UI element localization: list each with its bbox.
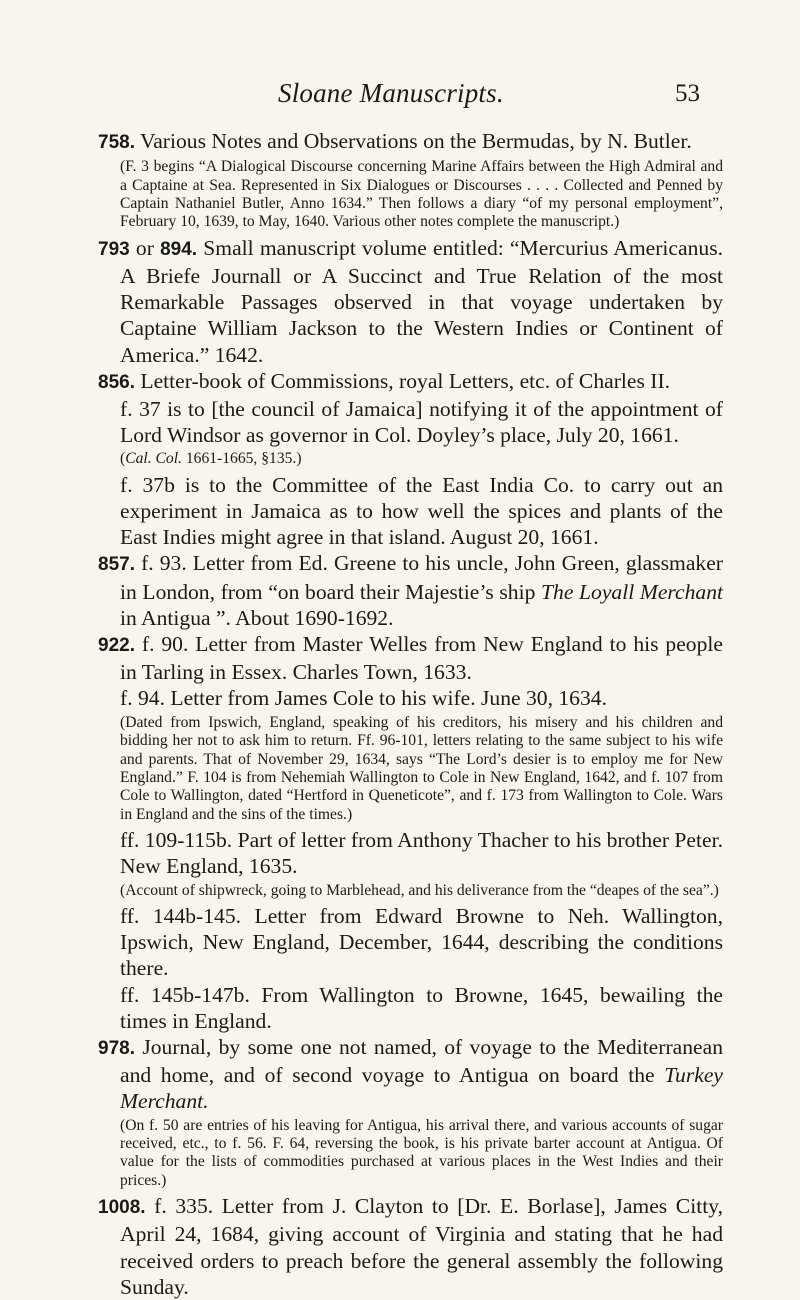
entry-note: (Account of shipwreck, going to Marblehead, and his deliverance from the “deapes of the sea”.) (120, 881, 719, 899)
entry-note: (On f. 50 are entries of his leaving for Antigua, his arrival there, and various accounts of sugar received, etc., to f. 56. F. 64, reversing the book, is his private barter account at Antigua. Of value for the lists of commodities purchased at various places in the West Indies and their prices.) (120, 1116, 723, 1189)
entry-reference: (Cal. Col. 1661-1665, §135.) (120, 450, 302, 468)
entry-1008 (98, 1193, 723, 1300)
entry-857 (98, 550, 723, 631)
entry-main (98, 631, 723, 685)
entry-main (98, 1193, 723, 1300)
entry-main (98, 128, 723, 156)
catalogue-body (98, 128, 723, 1300)
entry-main: 978. Journal, by some one not named, of voyage to the Mediterranean and home, and of second voyage to Antigua on board the Turkey Merchant. (98, 1034, 723, 1114)
entry-main: 857. f. 93. Letter from Ed. Greene to his uncle, John Green, glassmaker in London, from “on board their Majestie’s ship The Loyall Merchant in Antigua ”. About 1690-1692. (98, 551, 723, 630)
ship-name: The Loyall Merchant (541, 579, 723, 604)
entry-text: Various Notes and Observations on the Bermudas, by N. Butler. (140, 129, 692, 153)
entry-793 (98, 235, 723, 368)
entry-text: Letter-book of Commissions, royal Letters, etc. of Charles II. (140, 368, 671, 393)
running-head (0, 78, 800, 108)
entry-number-joiner: or (129, 235, 161, 260)
entry-folio-item: f. 94. Letter from James Cole to his wife. June 30, 1634. (120, 686, 607, 711)
entry-856 (98, 368, 723, 551)
ship-name: Turkey Merchant. (120, 1063, 723, 1114)
entry-text: Small manuscript volume entitled: “Mercurius Americanus. A Briefe Journall or A Succinct and True Relation of the most Remarkable Passages observed in that voyage undertaken by Captaine William Jackson to the Western Indies or Continent of America.” 1642. (120, 235, 723, 367)
entry-number: 856. (98, 371, 135, 393)
entry-main (98, 368, 723, 396)
entry-number: 1008. (98, 1197, 146, 1219)
page-number: 53 (675, 80, 700, 107)
entry-folio-item: ff. 145b-147b. From Wallington to Browne, 1645, bewailing the times in England. (120, 982, 723, 1033)
entry-922 (98, 631, 723, 1034)
entry-note: (F. 3 begins “A Dialogical Discourse concerning Marine Affairs between the High Admiral and a Captaine at Sea. Represented in Six Dialogues or Discourses . . . . Collected and Penned by Captain Nathaniel Butler, Anno 1634.” Then follows a diary “of my personal employment”, February 10, 1639, to May, 1640. Various other notes complete the manuscript.) (120, 158, 723, 231)
entry-note: (Dated from Ipswich, England, speaking of his creditors, his misery and his children and bidding her not to ask him to return. Ff. 96-101, letters relating to the same subject to his wife and parents. That of November 29, 1634, says “The Lord’s desier is to employ me for New England.” F. 104 is from Nehemiah Wallington to Cole in New England, 1642, and f. 107 from Cole to Wallington, dated “Hertford in Queneticote”, and f. 173 from Wallington to Cole. Wars in England and the sins of the times.) (120, 713, 723, 823)
entry-folio-item: ff. 109-115b. Part of letter from Anthony Thacher to his brother Peter. New England, 1635. (120, 828, 723, 879)
running-title: Sloane Manuscripts. (278, 78, 504, 108)
entry-number: 758. (98, 132, 135, 153)
entry-758 (98, 128, 723, 232)
entry-folio-item: ff. 144b-145. Letter from Edward Browne to Neh. Wallington, Ipswich, New England, December, 1644, describing the conditions there. (120, 903, 723, 981)
entry-folio-item: f. 37b is to the Committee of the East India Co. to carry out an experiment in Jamaica as to how well the spices and plants of the East Indies might agree in that island. August 20, 1661. (120, 472, 723, 550)
entry-text: f. 90. Letter from Master Welles from New England to his people in Tarling in Essex. Charles Town, 1633. (120, 632, 723, 685)
entry-main (98, 235, 723, 368)
entry-folio-item: f. 37 is to [the council of Jamaica] notifying it of the appointment of Lord Windsor as governor in Col. Doyley’s place, July 20, 1661. (120, 397, 723, 448)
entry-number: 922. (98, 635, 135, 657)
entry-number: 793 (98, 238, 130, 260)
entry-number: 857. (98, 554, 135, 576)
entry-text: f. 335. Letter from J. Clayton to [Dr. E. Borlase], James Citty, April 24, 1684, giving account of Virginia and stating that he had received orders to preach before the general assembly the following Sunday. (120, 1194, 723, 1299)
entry-978 (98, 1034, 723, 1190)
entry-number: 978. (98, 1037, 135, 1059)
entry-number-alt: 894. (160, 238, 198, 260)
